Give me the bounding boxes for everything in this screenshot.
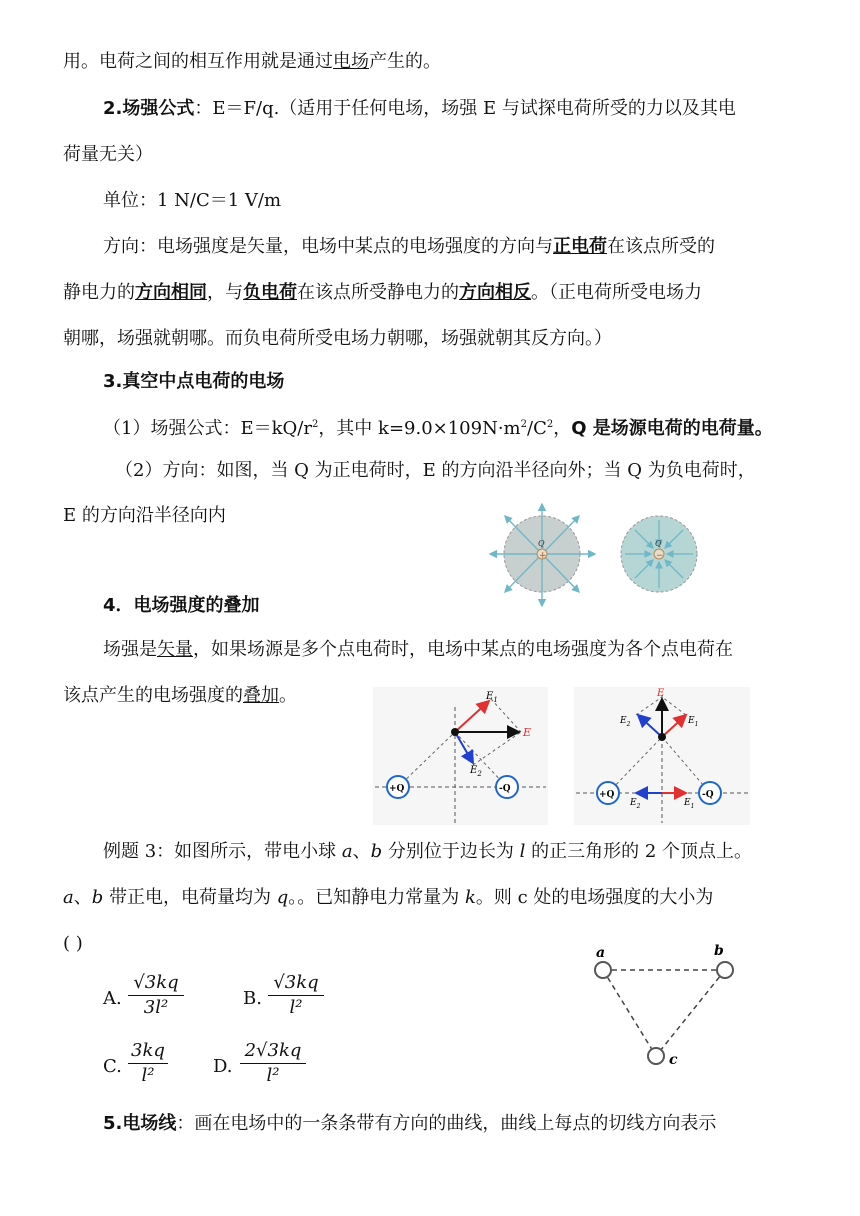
- unit-text: 单位：1 N/C＝1 V/m: [103, 190, 282, 211]
- positive-charge-label: +Q: [599, 790, 615, 800]
- charge-label: Q: [655, 539, 662, 548]
- underlined-term: 叠加: [243, 685, 279, 706]
- section-5-title: 5.电场线: [103, 1113, 177, 1134]
- underlined-term: 电场: [333, 51, 369, 72]
- e1-label: $E_1$: [486, 691, 498, 704]
- e1-label: $E_1$: [688, 716, 699, 728]
- denominator: l²: [289, 997, 303, 1018]
- text-line: [103, 638, 733, 662]
- text: 。则 c 处的电场强度的大小为: [475, 887, 714, 908]
- text: ：画在电场中的一条条带有方向的曲线，曲线上每点的切线方向表示: [176, 1113, 717, 1134]
- option-b-fraction: [268, 972, 324, 1019]
- superscript: 2: [520, 419, 528, 430]
- unit-line: [103, 189, 281, 213]
- plus-sign: +: [539, 551, 547, 561]
- e-label: E: [657, 688, 665, 699]
- e2-label-bottom: $E_2$: [630, 798, 641, 810]
- negative-charge-label: -Q: [499, 784, 511, 794]
- underlined-term: 方向相同: [135, 282, 207, 303]
- answer-blank: [63, 932, 83, 956]
- minus-sign: −: [656, 551, 664, 561]
- section-2-title: 2.场强公式: [103, 98, 195, 119]
- text: ，如果场源是多个点电荷时，电场中某点的电场强度为各个点电荷在: [193, 639, 733, 660]
- ball-b: [717, 962, 733, 978]
- superposition-figure-1: [373, 687, 548, 825]
- text-line: [63, 327, 612, 351]
- label-a: a: [596, 945, 606, 961]
- text: ：E＝F/q.（适用于任何电场，场强 E 与试探电荷所受的力以及其电: [194, 98, 736, 119]
- text-line: [63, 50, 441, 74]
- underlined-term: 方向相反: [459, 282, 531, 303]
- direction-line: [103, 235, 715, 259]
- var: b: [370, 841, 383, 862]
- e-label: E: [523, 726, 532, 739]
- e2-label: $E_2$: [470, 765, 482, 778]
- direction-line: [115, 459, 756, 483]
- option-d-label: D.: [213, 1056, 233, 1077]
- option-c-fraction: [128, 1040, 168, 1087]
- denominator: l²: [266, 1065, 280, 1086]
- var: a: [341, 841, 353, 862]
- numerator: √3kq: [133, 972, 179, 993]
- option-a-fraction: [128, 972, 184, 1019]
- text: 场强是: [103, 639, 157, 660]
- label-b: b: [714, 943, 724, 959]
- text-line: [63, 684, 297, 708]
- text: 产生的。: [369, 51, 441, 72]
- var: q: [276, 887, 289, 908]
- text: （2）方向：如图，当 Q 为正电荷时，E 的方向沿半径向外；当 Q 为负电荷时，: [115, 460, 756, 481]
- text: 荷量无关）: [63, 144, 153, 165]
- text: 例题 3：如图所示，带电小球: [103, 841, 342, 862]
- underlined-term: 负电荷: [243, 282, 297, 303]
- e1-label-bottom: $E_1$: [684, 798, 695, 810]
- section-3-title: 3.真空中点电荷的电场: [103, 371, 285, 392]
- var: k: [464, 887, 476, 908]
- text: 方向：电场强度是矢量，电场中某点的电场强度的方向与: [103, 236, 553, 257]
- underlined-term: 正电荷: [553, 236, 607, 257]
- example-line-2: [63, 886, 713, 910]
- e2-label: $E_2$: [620, 716, 631, 728]
- text: /C: [527, 418, 547, 439]
- section-4-title: 4．电场强度的叠加: [103, 595, 260, 616]
- text: 、: [352, 841, 371, 862]
- example-line-1: [103, 840, 752, 864]
- point-c: [648, 1048, 664, 1064]
- bold-text: Q 是场源电荷的电荷量。: [571, 418, 773, 439]
- text: ，其中 k=9.0×109N·m: [318, 418, 521, 439]
- ball-a: [595, 962, 611, 978]
- text: 用。电荷之间的相互作用就是通过: [63, 51, 333, 72]
- option-d-fraction: [240, 1040, 306, 1087]
- text: 带正电，电荷量均为: [103, 887, 277, 908]
- text: E 的方向沿半径向内: [63, 505, 226, 526]
- label-c: c: [669, 1052, 678, 1068]
- denominator: 3l²: [143, 997, 169, 1018]
- text: 。。已知静电力常量为: [288, 887, 465, 908]
- underlined-term: 矢量: [157, 639, 193, 660]
- text: 静电力的: [63, 282, 135, 303]
- text: （1）场强公式：E＝kQ/r: [103, 418, 312, 439]
- numerator: √3kq: [273, 972, 319, 993]
- section-4-line: [103, 594, 260, 618]
- text: 在该点所受静电力的: [297, 282, 459, 303]
- point-charge-field-figure: [485, 496, 717, 614]
- var: b: [91, 887, 104, 908]
- direction-line-2: [63, 281, 702, 305]
- section-2-line: [103, 97, 736, 121]
- positive-charge-label: +Q: [389, 784, 405, 794]
- text-line: [63, 504, 226, 528]
- option-b-label: B.: [243, 988, 262, 1009]
- text-line: [63, 143, 153, 167]
- text: 的正三角形的 2 个顶点上。: [525, 841, 753, 862]
- text: 分别位于边长为: [382, 841, 520, 862]
- charge-label: Q: [538, 539, 545, 548]
- text: 、: [73, 887, 92, 908]
- negative-charge-label: -Q: [702, 790, 714, 800]
- superscript: 2: [546, 419, 554, 430]
- text: ，: [553, 418, 572, 439]
- option-a-label: A.: [103, 988, 122, 1009]
- numerator: 2√3kq: [244, 1040, 302, 1061]
- section-5-line: [103, 1112, 716, 1136]
- denominator: l²: [141, 1065, 155, 1086]
- text: 。: [279, 685, 297, 706]
- text: ，与: [207, 282, 243, 303]
- formula-line: [103, 413, 773, 441]
- var: a: [63, 887, 74, 908]
- text: 朝哪，场强就朝哪。而负电荷所受电场力朝哪，场强就朝其反方向。）: [63, 328, 612, 349]
- var: l: [519, 841, 526, 862]
- text: ( ): [63, 933, 83, 954]
- text: 在该点所受的: [607, 236, 715, 257]
- option-c-label: C.: [103, 1056, 122, 1077]
- text: 。（正电荷所受电场力: [531, 282, 702, 303]
- superposition-figure-2: [574, 687, 750, 825]
- superscript: 2: [311, 419, 319, 430]
- numerator: 3kq: [131, 1040, 165, 1061]
- text: 该点产生的电场强度的: [63, 685, 243, 706]
- triangle-figure: [586, 940, 742, 1070]
- section-3-line: [103, 370, 284, 394]
